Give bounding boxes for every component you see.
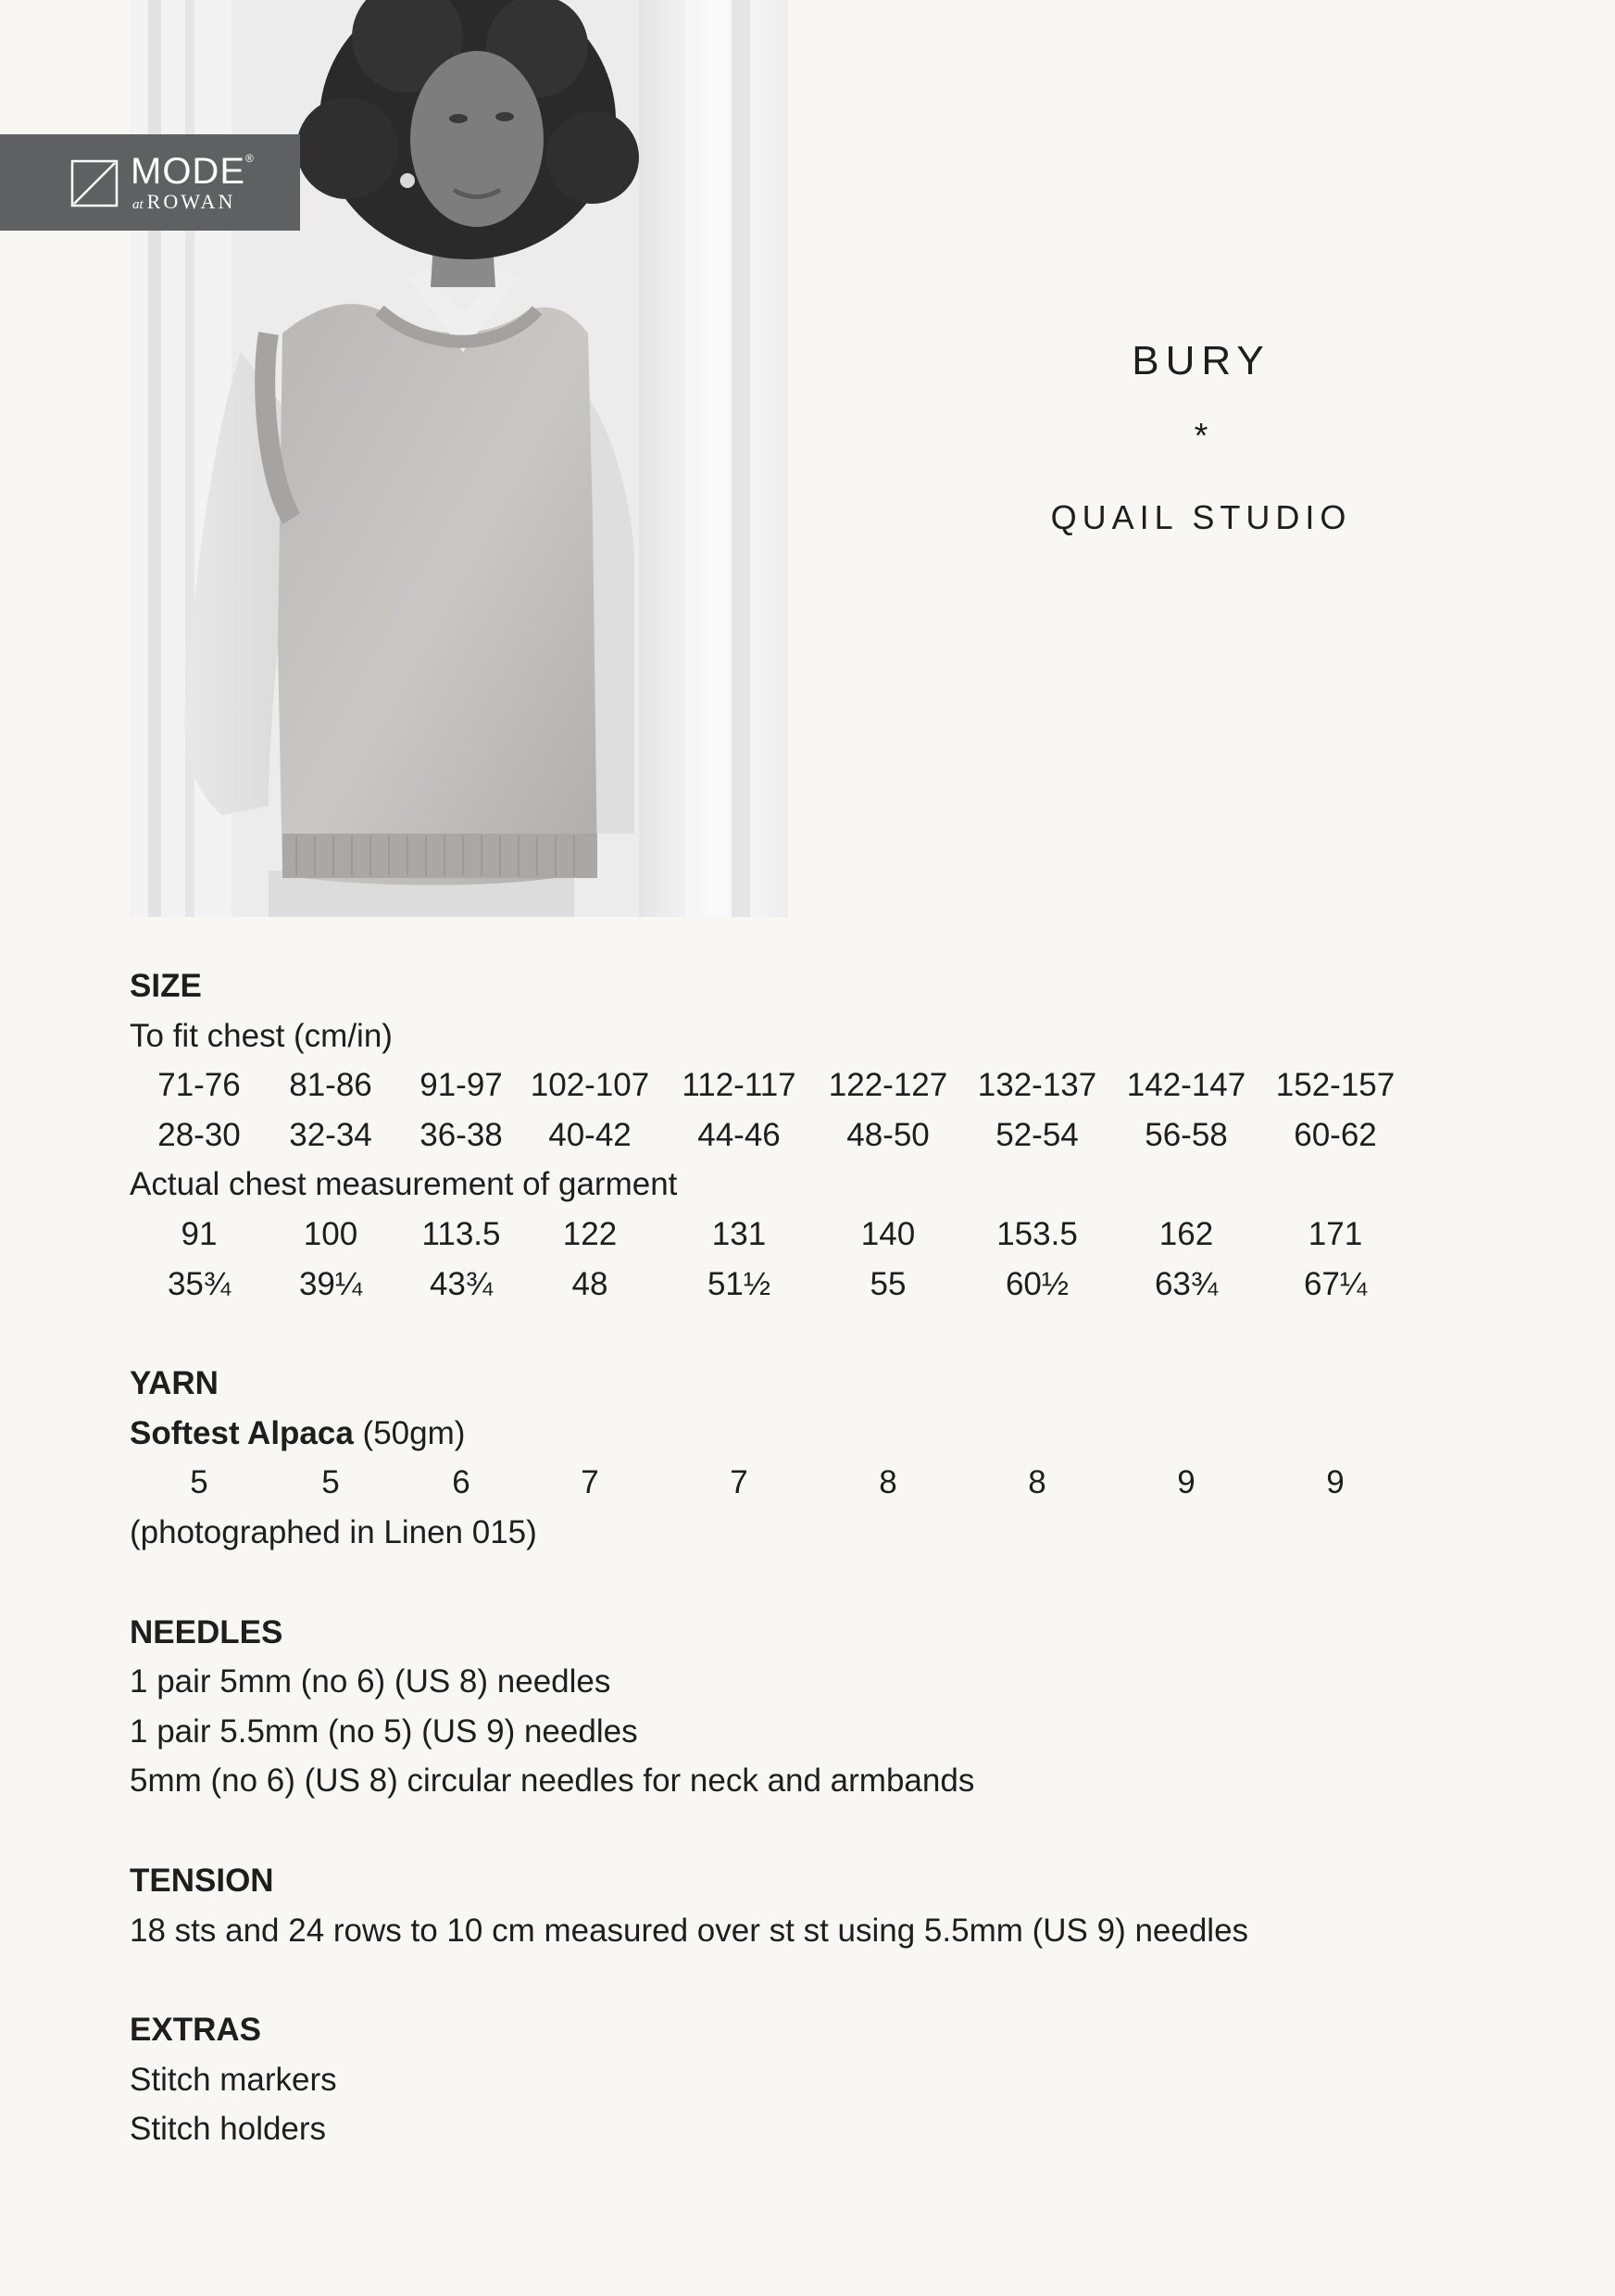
- size-cell: 132-137: [977, 1067, 1097, 1104]
- size-cell: 32-34: [289, 1116, 372, 1153]
- actual-chest-label: Actual chest measurement of garment: [130, 1166, 678, 1203]
- fit-chest-in-row: [130, 1110, 1482, 1161]
- size-cell: 91-97: [419, 1067, 503, 1104]
- size-cell: 100: [303, 1215, 358, 1252]
- tension-text: 18 sts and 24 rows to 10 cm measured over st st using 5.5mm (US 9) needles: [130, 1912, 1249, 1949]
- yarn-weight: (50gm): [353, 1414, 466, 1451]
- needles-heading: NEEDLES: [130, 1613, 283, 1650]
- yarn-name: Softest Alpaca: [130, 1414, 354, 1451]
- size-cell: 152-157: [1275, 1067, 1396, 1104]
- yarn-name-line: [130, 1409, 1482, 1459]
- pattern-title: BURY: [1132, 338, 1271, 383]
- size-cell: 60-62: [1294, 1116, 1377, 1153]
- fit-chest-label: To fit chest (cm/in): [130, 1017, 393, 1054]
- size-cell: 171: [1308, 1215, 1363, 1252]
- size-cell: 71-76: [157, 1067, 241, 1104]
- size-cell: 9: [1177, 1464, 1196, 1501]
- size-cell: 140: [860, 1215, 916, 1252]
- needle-item: 1 pair 5.5mm (no 5) (US 9) needles: [130, 1713, 638, 1750]
- size-cell: 63¾: [1154, 1265, 1219, 1302]
- size-cell: 48-50: [846, 1116, 930, 1153]
- needle-item: 5mm (no 6) (US 8) circular needles for neck and armbands: [130, 1763, 975, 1800]
- size-heading: SIZE: [130, 968, 202, 1004]
- size-cell: 43¾: [429, 1265, 494, 1302]
- size-cell: 8: [879, 1464, 897, 1501]
- yarn-colour-note: (photographed in Linen 015): [130, 1513, 537, 1550]
- size-cell: 36-38: [419, 1116, 503, 1153]
- size-cell: 81-86: [289, 1067, 372, 1104]
- actual-chest-in-row: [130, 1260, 1482, 1310]
- size-cell: 112-117: [682, 1067, 796, 1104]
- size-cell: 52-54: [995, 1116, 1079, 1153]
- size-cell: 8: [1028, 1464, 1046, 1501]
- logo-mode-text: MODE®: [131, 151, 255, 192]
- size-cell: 51½: [707, 1265, 771, 1302]
- mode-at-rowan-logo: [0, 134, 300, 231]
- logo-rowan-text: at ROWAN: [132, 190, 236, 213]
- size-cell: 67¼: [1303, 1265, 1368, 1302]
- size-cell: 5: [321, 1464, 340, 1501]
- size-cell: 91: [181, 1215, 218, 1252]
- actual-chest-cm-row: [130, 1210, 1482, 1260]
- size-cell: 7: [581, 1464, 599, 1501]
- size-cell: 102-107: [530, 1067, 650, 1104]
- yarn-quantity-row: [130, 1458, 1482, 1508]
- extras-item: Stitch markers: [130, 2061, 337, 2098]
- size-cell: 55: [870, 1265, 907, 1302]
- extras-heading: EXTRAS: [130, 2012, 261, 2049]
- size-cell: 56-58: [1145, 1116, 1228, 1153]
- size-cell: 122: [562, 1215, 618, 1252]
- size-cell: 40-42: [548, 1116, 632, 1153]
- extras-item: Stitch holders: [130, 2111, 327, 2148]
- size-cell: 48: [571, 1265, 608, 1302]
- size-cell: 9: [1326, 1464, 1345, 1501]
- size-cell: 44-46: [697, 1116, 781, 1153]
- size-cell: 131: [711, 1215, 767, 1252]
- size-cell: 39¼: [298, 1265, 363, 1302]
- size-cell: 5: [190, 1464, 208, 1501]
- size-cell: 60½: [1005, 1265, 1070, 1302]
- size-cell: 28-30: [157, 1116, 241, 1153]
- yarn-heading: YARN: [130, 1365, 219, 1402]
- size-cell: 6: [452, 1464, 470, 1501]
- size-cell: 7: [730, 1464, 748, 1501]
- size-cell: 113.5: [421, 1215, 501, 1252]
- size-cell: 153.5: [996, 1215, 1078, 1252]
- fit-chest-cm-row: [130, 1060, 1482, 1110]
- title-separator: *: [1194, 417, 1208, 456]
- logo-mark-icon: [70, 159, 119, 207]
- size-cell: 122-127: [828, 1067, 948, 1104]
- needle-item: 1 pair 5mm (no 6) (US 8) needles: [130, 1663, 611, 1700]
- size-cell: 35¾: [167, 1265, 232, 1302]
- size-cell: 162: [1158, 1215, 1214, 1252]
- size-cell: 142-147: [1126, 1067, 1246, 1104]
- tension-heading: TENSION: [130, 1862, 274, 1899]
- pattern-details: [130, 961, 1482, 2154]
- designer-name: QUAIL STUDIO: [1050, 498, 1352, 536]
